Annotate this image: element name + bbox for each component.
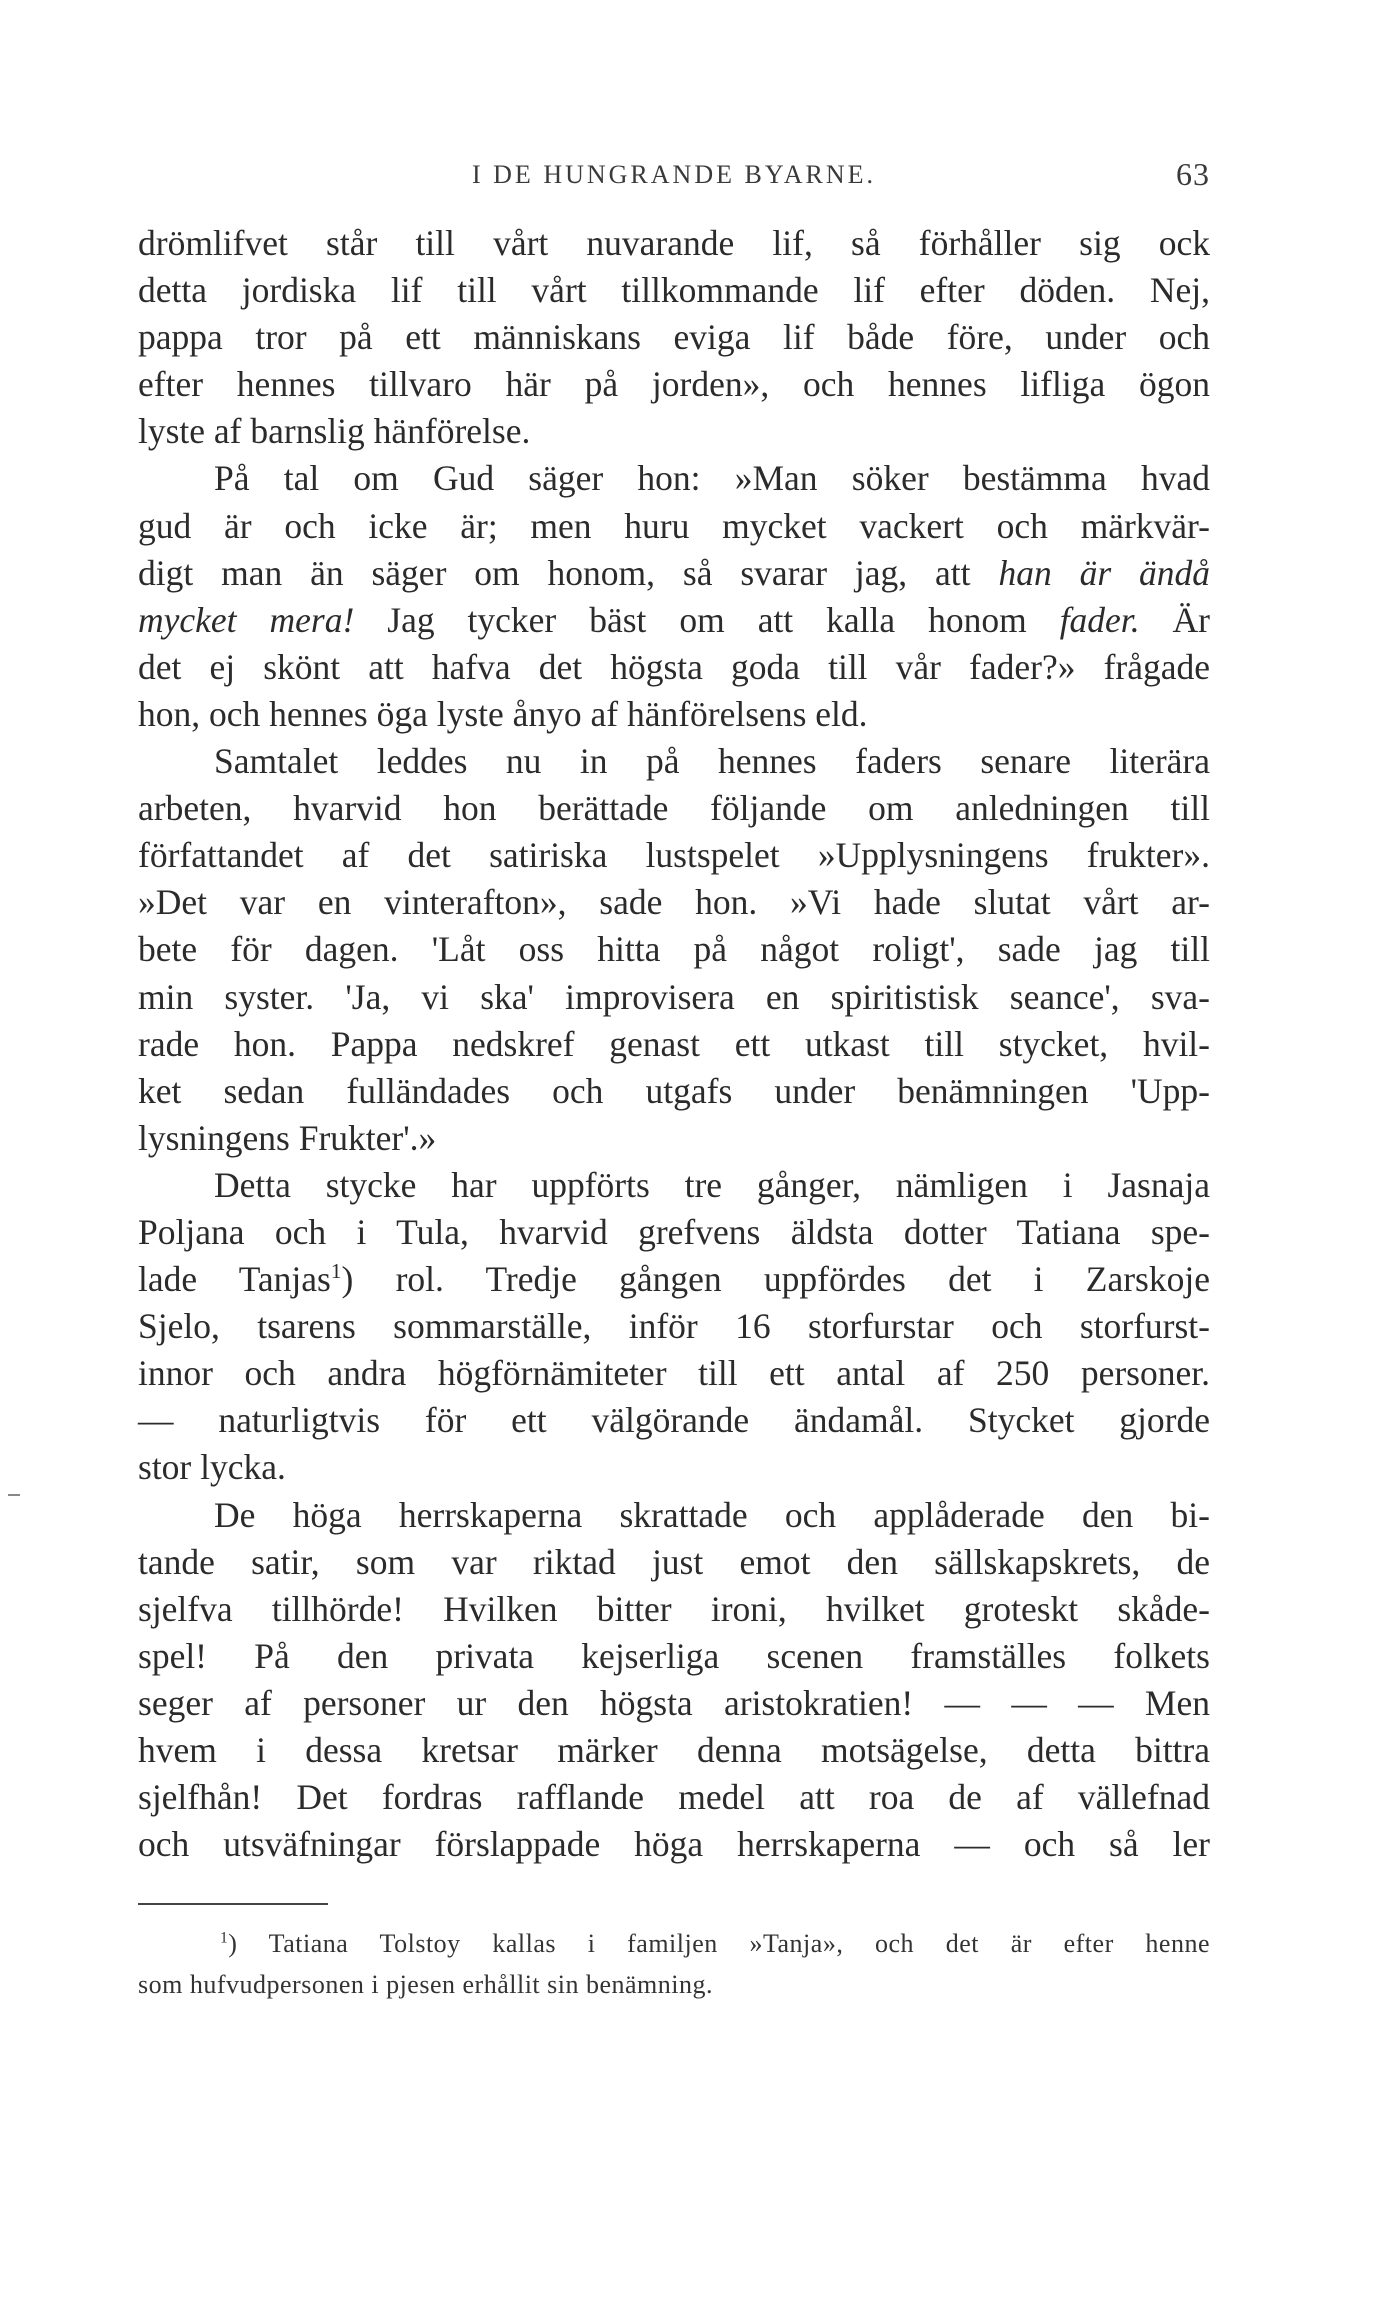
page-number: 63 [1176,156,1210,192]
text-line: rade hon. Pappa nedskref genast ett utkast till stycket, hvil- [138,1023,1210,1064]
text-line: ket sedan fulländades och utgafs under benämningen 'Upp- [138,1070,1210,1111]
text-line: min syster. 'Ja, vi ska' improvisera en spiritistisk seance', sva- [138,976,1210,1017]
text-line: seger af personer ur den högsta aristokratien! — — — Men [138,1682,1210,1723]
text-line: arbeten, hvarvid hon berättade följande om anledningen till [138,788,1210,829]
text-span: lade Tanjas [138,1259,331,1300]
footnote-line [138,1923,1210,1964]
text-line: drömlifvet står till vårt nuvarande lif, så förhåller sig ock [138,223,1210,263]
body-text [138,220,1210,1868]
text-line: lyste af barnslig hänförelse. [138,411,531,452]
footnote-ref: 1 [330,1259,342,1284]
footnote-marker: 1 [220,1929,229,1947]
text-line: Poljana och i Tula, hvarvid grefvens äldsta dotter Tatiana spe- [138,1211,1210,1252]
italic-span: mycket mera! [138,599,355,640]
text-line: det ej skönt att hafva det högsta goda till vår fader?» frågade [138,646,1210,687]
running-title: I DE HUNGRANDE BYARNE. [472,160,876,189]
text-line: bete för dagen. 'Låt oss hitta på något roligt', sade jag till [138,929,1210,970]
paragraph-start: De höga herrskaperna skrattade och applåderade den bi- [214,1494,1210,1535]
text-span: digt man än säger om honom, så svarar jag, att [138,552,971,593]
paragraph-start: Detta stycke har uppförts tre gånger, nämligen i Jasnaja [214,1164,1210,1205]
margin-mark [8,1494,20,1496]
text-line: detta jordiska lif till vårt tillkommande lif efter döden. Nej, [138,270,1210,311]
text-line: författandet af det satiriska lustspelet »Upplysningens frukter». [138,835,1210,876]
paragraph-start: På tal om Gud säger hon: »Man söker bestämma hvad [214,458,1210,499]
text-line: sjelfva tillhörde! Hvilken bitter ironi, hvilket groteskt skåde- [138,1588,1210,1629]
text-span: Är [1172,599,1210,640]
footnote-divider [138,1903,328,1905]
italic-span: han är ändå [998,552,1211,593]
italic-span: fader. [1059,599,1140,640]
text-line [138,550,1210,597]
text-line: och utsväfningar förslappade höga herrskaperna — och så ler [138,1824,1210,1865]
text-line: Sjelo, tsarens sommarställe, inför 16 storfurstar och storfurst- [138,1306,1210,1347]
text-line [138,1256,1210,1303]
text-line [138,597,1210,644]
text-line: stor lycka. [138,1447,286,1488]
text-line: pappa tror på ett människans eviga lif både före, under och [138,317,1210,358]
text-span: Jag tycker bäst om att kalla honom [387,599,1027,640]
text-line: — naturligtvis för ett välgörande ändamål. Stycket gjorde [138,1400,1210,1441]
footnote-text: ) Tatiana Tolstoy kallas i familjen »Tanja», och det är efter henne [228,1929,1210,1958]
text-line: hon, och hennes öga lyste ånyo af hänförelsens eld. [138,693,868,734]
text-line: hvem i dessa kretsar märker denna motsägelse, detta bittra [138,1730,1210,1770]
text-line: efter hennes tillvaro här på jorden», och hennes lifliga ögon [138,364,1210,405]
running-header [138,156,1210,200]
text-line: gud är och icke är; men huru mycket vackert och märkvär- [138,505,1210,546]
text-line: innor och andra högförnämiteter till ett antal af 250 personer. [138,1353,1210,1394]
text-span: ) rol. Tredje gången uppfördes det i Zarskoje [341,1259,1210,1300]
text-line: tande satir, som var riktad just emot den sällskapskrets, de [138,1541,1210,1582]
text-line: »Det var en vinterafton», sade hon. »Vi hade slutat vårt ar- [138,882,1210,923]
text-line: sjelfhån! Det fordras rafflande medel att roa de af vällefnad [138,1777,1210,1818]
paragraph-start: Samtalet leddes nu in på hennes faders senare literära [214,741,1210,782]
text-line: spel! På den privata kejserliga scenen framställes folkets [138,1635,1210,1676]
text-line: lysningens Frukter'.» [138,1117,437,1158]
footnote-line: som hufvudpersonen i pjesen erhållit sin benämning. [138,1970,714,1999]
footnotes [138,1923,1210,2005]
